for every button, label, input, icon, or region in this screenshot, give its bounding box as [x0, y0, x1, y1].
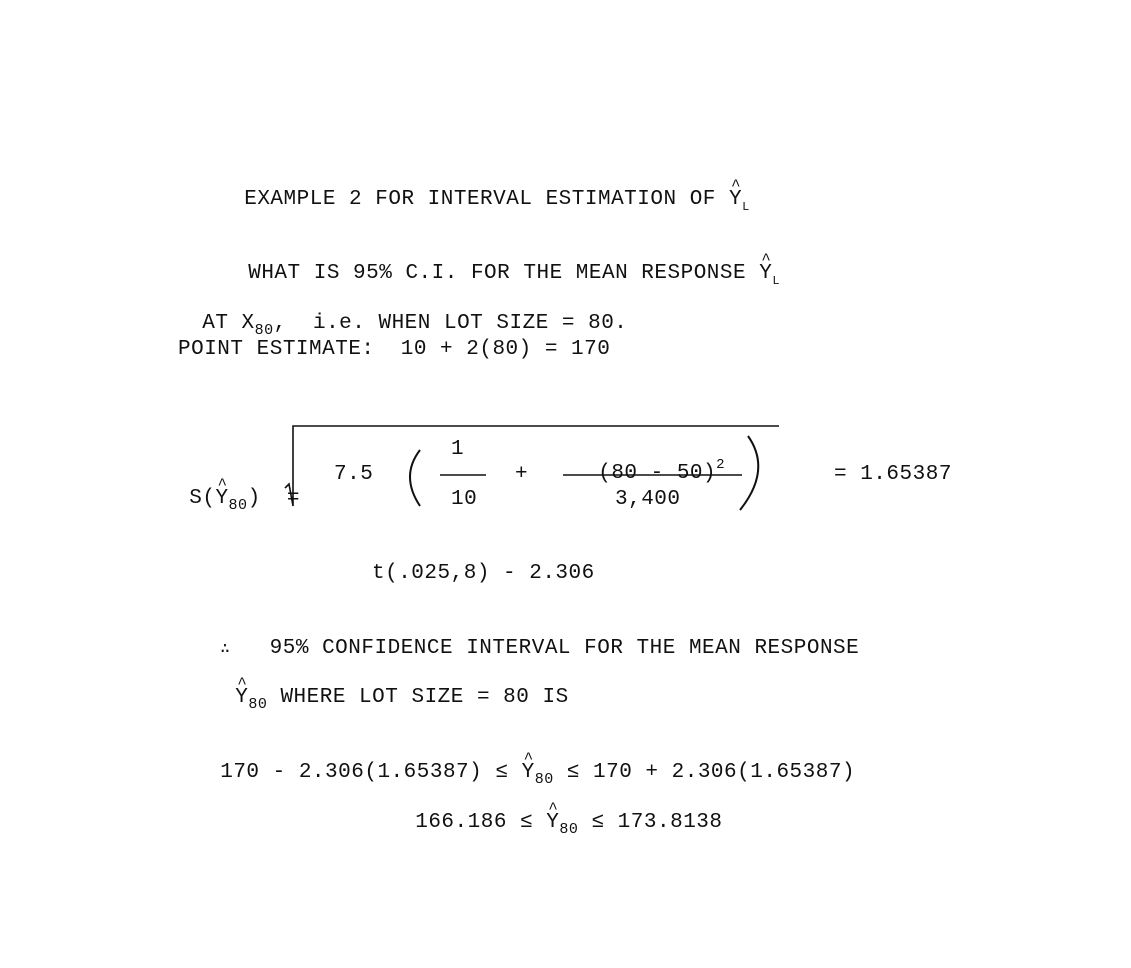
left-paren-icon — [410, 450, 420, 506]
y-hat-symbol: ^ Y — [235, 686, 248, 710]
y-hat-symbol: ^ Y — [759, 262, 772, 286]
question-line-2: AT $X_{80}$, i.e. WHEN LOT SIZE = 80. — [202, 312, 628, 339]
se-coefficient: 7.5 — [334, 463, 374, 486]
se-lhs: S(^ $Y_{80}$) = — [163, 463, 300, 512]
therefore-icon: ∴ — [220, 640, 231, 658]
conclusion-line-1: ∴ 95% CONFIDENCE INTERVAL FOR THE MEAN RESPONSE — [220, 637, 860, 660]
interval-line-1: 170 - 2.306(1.65387) ≤ ^ $Y_{80} \le 170 + 2.306(1.65387)$ — [194, 737, 855, 786]
interval-line-2: 166.186 ≤ ^ $Y_{80} \le 173.8138$ — [389, 787, 723, 836]
subscript: L — [742, 200, 750, 214]
y-hat-symbol: ^ Y — [215, 487, 228, 511]
right-paren-icon — [740, 436, 758, 510]
se-result: = 1.65387 — [834, 463, 952, 486]
point-estimate: POINT ESTIMATE: 10 + 2(80) = 170 — [178, 338, 611, 361]
question-line-1: WHAT IS 95% C.I. FOR THE MEAN RESPONSE ^ $Y_L$ — [222, 238, 780, 287]
frac2-denominator: 3,400 — [615, 488, 681, 511]
conclusion-line-2: ^ $Y_{80}$ WHERE LOT SIZE = 80 IS — [209, 662, 569, 711]
y-hat-symbol: ^ Y — [729, 188, 742, 212]
frac2-numerator: (80 - 50)$^2$ — [598, 457, 726, 485]
t-value: t(.025,8) - 2.306 — [372, 562, 595, 585]
y-hat-symbol: ^ Y — [522, 761, 535, 785]
plus-sign: + — [515, 463, 529, 486]
title-text: EXAMPLE 2 FOR INTERVAL ESTIMATION OF — [244, 188, 729, 211]
frac1-numerator: 1 — [451, 438, 465, 461]
y-hat-symbol: ^ Y — [546, 811, 559, 835]
frac1-denominator: 10 — [451, 488, 478, 511]
